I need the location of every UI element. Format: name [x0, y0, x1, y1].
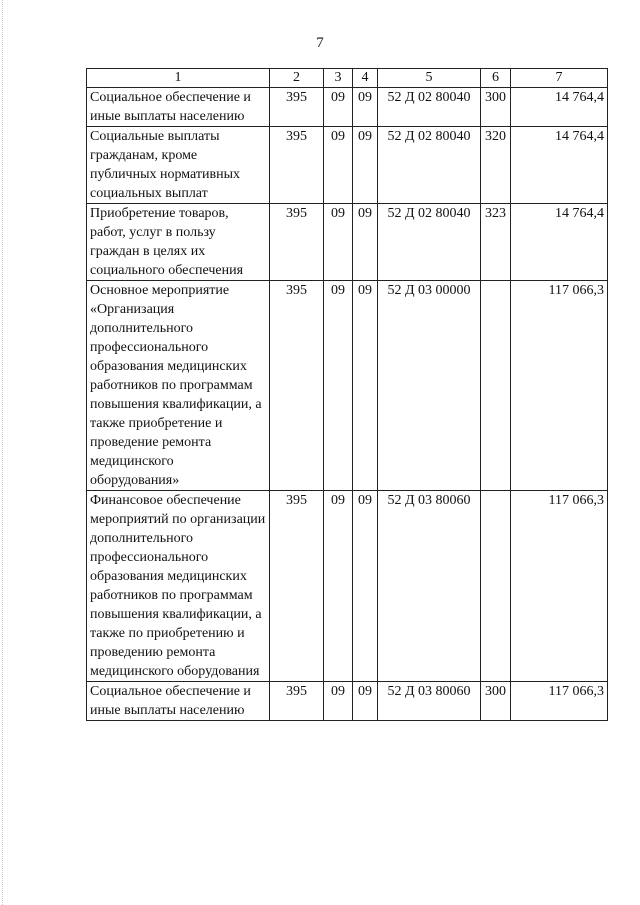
- row-col4: 09: [353, 204, 378, 281]
- row-col3: 09: [324, 682, 353, 721]
- table-row: [87, 127, 608, 204]
- row-amount: 117 066,3: [511, 491, 608, 682]
- header-cell: 2: [270, 69, 324, 88]
- row-code: 52 Д 02 80040: [378, 204, 481, 281]
- budget-table: [86, 68, 608, 721]
- row-code: 52 Д 03 00000: [378, 281, 481, 491]
- row-amount: 14 764,4: [511, 88, 608, 127]
- row-col4: 09: [353, 682, 378, 721]
- row-type: 320: [481, 127, 511, 204]
- row-col3: 09: [324, 204, 353, 281]
- row-type: [481, 491, 511, 682]
- header-cell: 4: [353, 69, 378, 88]
- row-type: 300: [481, 682, 511, 721]
- row-col2: 395: [270, 491, 324, 682]
- row-name: Финансовое обеспечение мероприятий по организации дополнительного профессионального образования медицинских работников по программам повышения квалификации, а также по приобретению и проведению ремонта медицинского оборудования: [87, 491, 270, 682]
- row-name: Социальные выплаты гражданам, кроме публичных нормативных социальных выплат: [87, 127, 270, 204]
- row-amount: 14 764,4: [511, 204, 608, 281]
- row-amount: 117 066,3: [511, 281, 608, 491]
- header-row: [87, 69, 608, 88]
- header-cell: 3: [324, 69, 353, 88]
- row-code: 52 Д 03 80060: [378, 491, 481, 682]
- row-col2: 395: [270, 88, 324, 127]
- header-cell: 7: [511, 69, 608, 88]
- table-row: [87, 682, 608, 721]
- row-col2: 395: [270, 682, 324, 721]
- table-row: [87, 281, 608, 491]
- row-col3: 09: [324, 491, 353, 682]
- row-name: Социальное обеспечение и иные выплаты населению: [87, 88, 270, 127]
- row-col4: 09: [353, 281, 378, 491]
- row-amount: 14 764,4: [511, 127, 608, 204]
- row-col3: 09: [324, 281, 353, 491]
- row-col4: 09: [353, 127, 378, 204]
- row-type: [481, 281, 511, 491]
- row-code: 52 Д 02 80040: [378, 127, 481, 204]
- table-row: [87, 491, 608, 682]
- row-name: Социальное обеспечение и иные выплаты населению: [87, 682, 270, 721]
- row-col3: 09: [324, 88, 353, 127]
- row-amount: 117 066,3: [511, 682, 608, 721]
- row-col2: 395: [270, 127, 324, 204]
- row-code: 52 Д 03 80060: [378, 682, 481, 721]
- header-cell: 6: [481, 69, 511, 88]
- table-row: [87, 204, 608, 281]
- row-name: Приобретение товаров, работ, услуг в пользу граждан в целях их социального обеспечения: [87, 204, 270, 281]
- table-row: [87, 88, 608, 127]
- page-number: 7: [316, 35, 324, 51]
- header-cell: 5: [378, 69, 481, 88]
- row-col2: 395: [270, 281, 324, 491]
- row-code: 52 Д 02 80040: [378, 88, 481, 127]
- row-col4: 09: [353, 88, 378, 127]
- row-type: 300: [481, 88, 511, 127]
- row-name: Основное мероприятие «Организация дополнительного профессионального образования медицинских работников по программам повышения квалификации, а также приобретение и проведение ремонта медицинского оборудования»: [87, 281, 270, 491]
- row-col2: 395: [270, 204, 324, 281]
- row-type: 323: [481, 204, 511, 281]
- row-col3: 09: [324, 127, 353, 204]
- header-cell: 1: [87, 69, 270, 88]
- row-col4: 09: [353, 491, 378, 682]
- scan-edge: [2, 0, 4, 905]
